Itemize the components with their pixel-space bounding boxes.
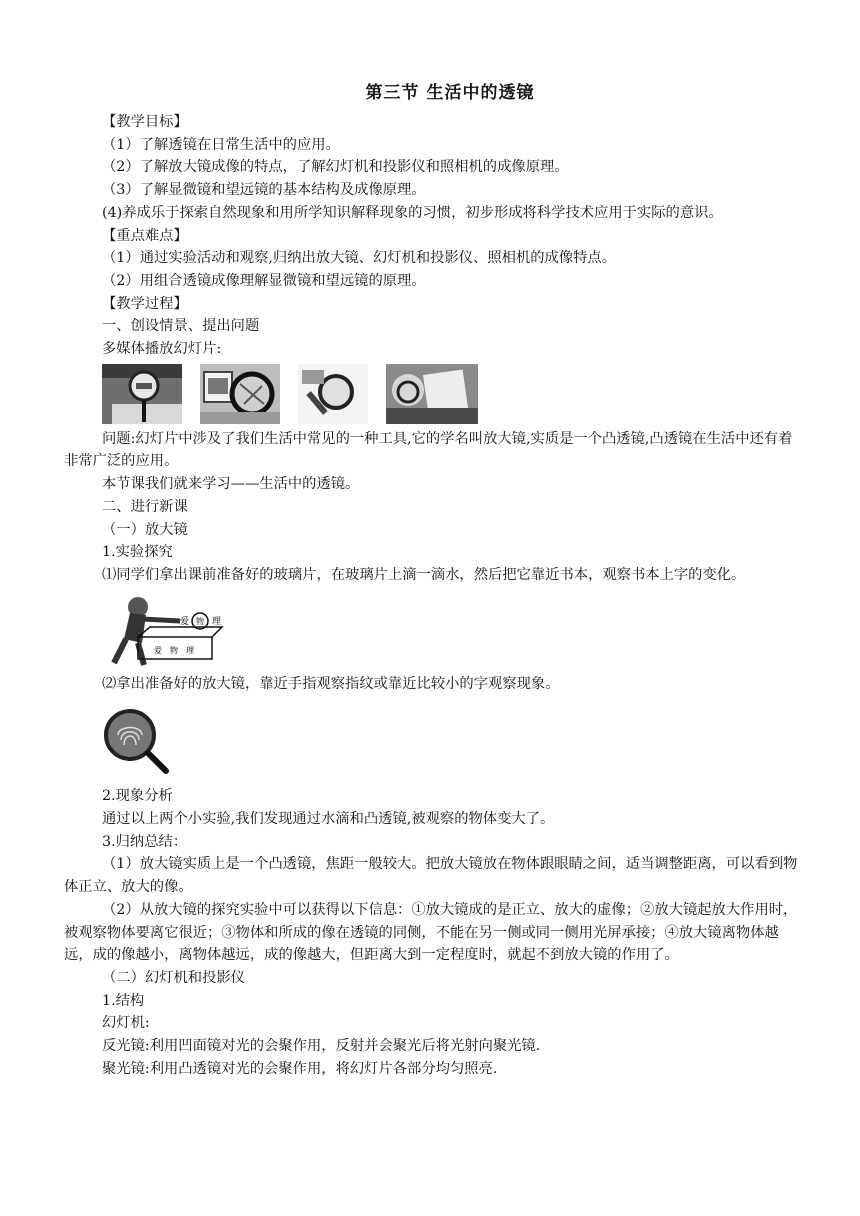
- reflector-text: 反光镜:利用凹面镜对光的会聚作用，反射并会聚光后将光射向聚光镜.: [102, 1038, 541, 1055]
- summary-heading: 3.归纳总结：: [102, 833, 188, 850]
- summary-2: （2）从放大镜的探究实验中可以获得以下信息：①放大镜成的是正立、放大的虚像；②放大镜起放大作用时，被观察物体要离它很近；③物体和所成的像在透镜的同侧，不能在另一侧或同一侧用光屏承接；④放大镜离物体越远，成的像越小，离物体越远，成的像越大，但距离大到一定程度时，就起不到放大镜的作用了。: [64, 901, 798, 964]
- fingerprint-magnifier-figure: [102, 707, 798, 779]
- experiment-heading: 1.实验探究: [102, 544, 173, 561]
- section-heading-key-points: 【重点难点】: [102, 227, 188, 244]
- slides-intro: 多媒体播放幻灯片:: [102, 341, 222, 358]
- analysis-heading: 2.现象分析: [102, 788, 173, 805]
- magnifier-photo-4: [386, 364, 478, 424]
- step-1-heading: 一、创设情景、提出问题: [102, 318, 260, 335]
- lesson-intro: 本节课我们就来学习——生活中的透镜。: [102, 476, 360, 493]
- magnifier-photo-2: [200, 364, 280, 424]
- key-point-1: （1）通过实验活动和观察,归纳出放大镜、幻灯机和投影仪、照相机的成像特点。: [102, 250, 617, 267]
- analysis-text: 通过以上两个小实验,我们发现通过水滴和凸透镜,被观察的物体变大了。: [102, 811, 555, 828]
- projector-label: 幻灯机:: [102, 1015, 150, 1032]
- step-2-heading: 二、进行新课: [102, 498, 188, 515]
- objective-4: (4)养成乐于探索自然现象和用所学知识解释现象的习惯，初步形成将科学技术应用于实际的意识。: [102, 204, 723, 221]
- objective-3: （3）了解显微镜和望远镜的基本结构及成像原理。: [102, 182, 426, 199]
- experiment-2: ⑵拿出准备好的放大镜，靠近手指观察指纹或靠近比较小的字观察现象。: [102, 675, 560, 692]
- key-point-2: （2）用组合透镜成像理解显微镜和望远镜的原理。: [102, 272, 426, 289]
- objective-2: （2）了解放大镜成像的特点，了解幻灯机和投影仪和照相机的成像原理。: [102, 159, 569, 176]
- magnifier-photo-3: [298, 364, 368, 424]
- sheet-word-1: 爱: [154, 645, 162, 655]
- subsection-projector: （二）幻灯机和投影仪: [102, 969, 245, 986]
- experiment-1: ⑴同学们拿出课前准备好的玻璃片，在玻璃片上滴一滴水，然后把它靠近书本，观察书本上字的变化。: [102, 566, 746, 583]
- section-heading-objectives: 【教学目标】: [102, 114, 188, 130]
- magnifier-photo-1: [102, 364, 182, 424]
- objective-1: （1）了解透镜在日常生活中的应用。: [102, 136, 340, 153]
- book-word-2: 物: [196, 616, 204, 626]
- subsection-magnifier: （一）放大镜: [102, 521, 188, 538]
- slide-photo-row: [102, 364, 798, 424]
- book-word-3: 理: [212, 616, 222, 627]
- condenser-text: 聚光镜:利用凸透镜对光的会聚作用，将幻灯片各部分均匀照亮.: [102, 1060, 498, 1077]
- document-content: [64, 78, 798, 1081]
- book-word-1: 爱: [180, 616, 190, 627]
- sheet-word-3: 理: [186, 645, 194, 655]
- page-title: 第三节 生活中的透镜: [365, 83, 535, 103]
- water-drop-figure: [102, 593, 798, 667]
- structure-heading: 1.结构: [102, 992, 145, 1009]
- summary-1: （1）放大镜实质上是一个凸透镜，焦距一般较大。把放大镜放在物体跟眼睛之间，适当调整距离，可以看到物体正立、放大的像。: [64, 856, 798, 896]
- sheet-word-2: 物: [170, 645, 178, 655]
- section-heading-process: 【教学过程】: [102, 295, 188, 312]
- question-paragraph: 问题:幻灯片中涉及了我们生活中常见的一种工具,它的学名叫放大镜,实质是一个凸透镜,凸透镜在生活中还有着非常广泛的应用。: [64, 430, 793, 470]
